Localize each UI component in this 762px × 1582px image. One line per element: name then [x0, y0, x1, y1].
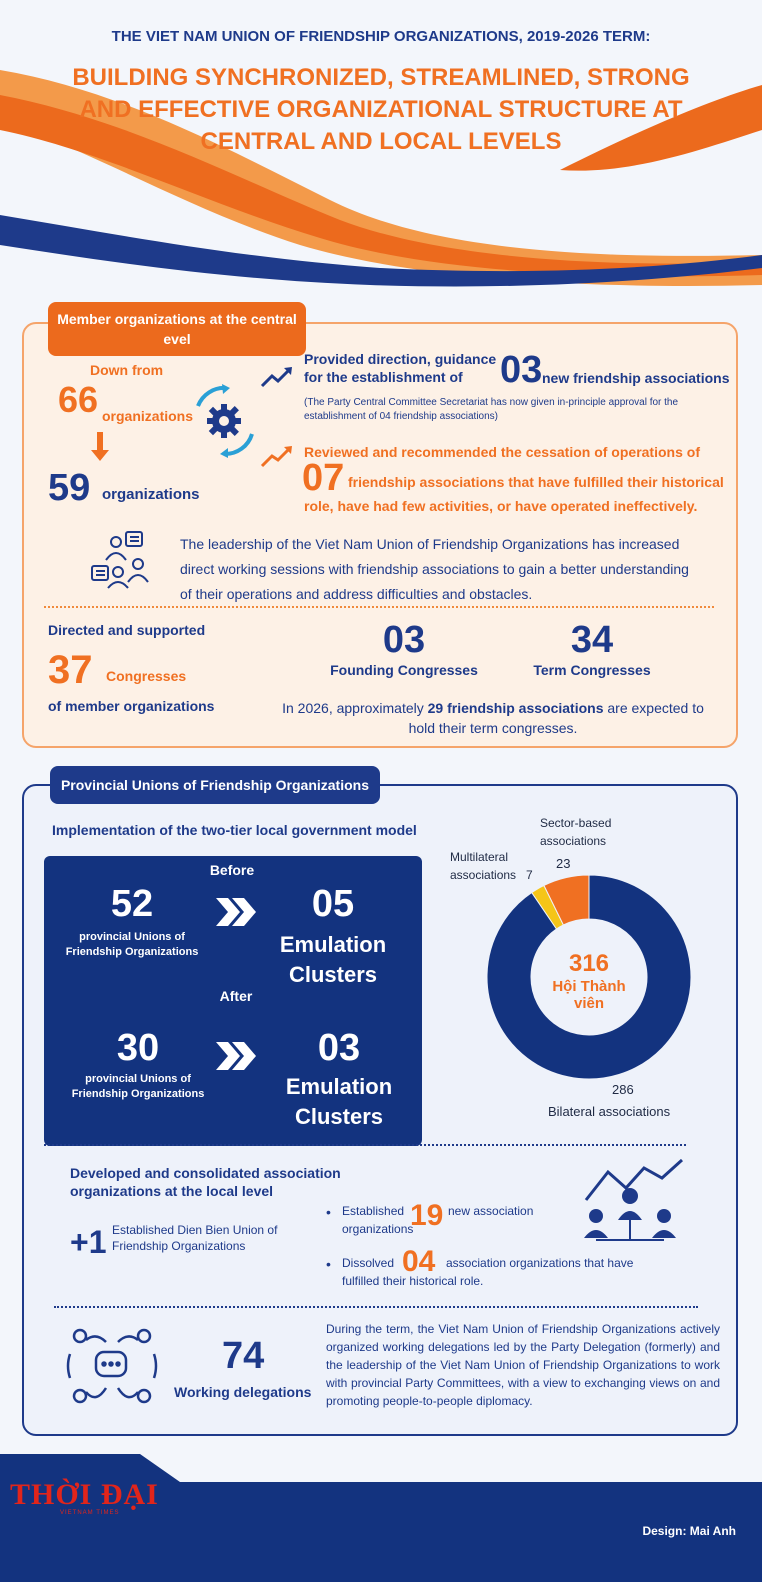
delegation-network-icon	[66, 1324, 158, 1412]
header-supertitle: THE VIET NAM UNION OF FRIENDSHIP ORGANIZATIONS, 2019-2026 TERM:	[111, 28, 651, 45]
header-title: BUILDING SYNCHRONIZED, STREAMLINED, STRONG AND EFFECTIVE ORGANIZATIONAL STRUCTURE AT CENTRAL AND LOCAL LEVELS	[72, 64, 690, 155]
thoi-dai-logo-subtitle: VIETNAM TIMES	[60, 1510, 120, 1516]
central-section-tab: Member organizations at the central evel	[48, 302, 306, 356]
before-unions-label: provincial Unions of Friendship Organizations	[65, 931, 199, 958]
gear-cycle-icon	[190, 384, 260, 458]
dissolved-prefix: Dissolved	[342, 1256, 395, 1270]
donut-center-label-line1: Hội Thành	[552, 978, 626, 995]
dissolved-suffix: association organizations that have	[446, 1256, 634, 1270]
multilateral-label: Multilateral associations	[450, 850, 517, 882]
after-clusters-number: 03	[317, 1027, 361, 1069]
establish-text: Provided direction, guidance for the establishment of	[304, 351, 497, 385]
founding-label: Founding Congresses	[330, 662, 478, 678]
dien-bien-text: Established Dien Bien Union of Friendship Organizations	[112, 1223, 278, 1253]
to-number: 59	[48, 467, 91, 509]
provincial-divider-1	[44, 1144, 686, 1146]
establish-note: (The Party Central Committee Secretariat has now given in-principle approval for the establishment of 04 friendship associations)	[304, 397, 679, 422]
provincial-divider-2	[54, 1306, 698, 1308]
bullet-dot: •	[326, 1256, 331, 1272]
bullet-dot: •	[326, 1204, 331, 1220]
sector-based-value: 23	[556, 856, 571, 871]
donut-slice-bilateral	[487, 875, 691, 1079]
developed-heading: Developed and consolidated association organizations at the local level	[70, 1165, 341, 1199]
design-credit: Design: Mai Anh	[642, 1524, 736, 1538]
bilateral-label: Bilateral associations	[548, 1104, 671, 1119]
after-unions-number: 30	[116, 1027, 160, 1069]
directed-label: Directed and supported	[48, 622, 206, 638]
term-label: Term Congresses	[533, 662, 651, 678]
team-growth-icon	[580, 1158, 690, 1248]
established-number: 19	[410, 1199, 444, 1232]
cessation-number: 07	[302, 457, 345, 499]
model-heading: Implementation of the two-tier local government model	[52, 822, 417, 838]
double-chevron-icon	[214, 896, 260, 928]
from-label: organizations	[102, 408, 194, 424]
congress-sub: of member organizations	[48, 698, 215, 714]
established-tail: organizations	[342, 1222, 414, 1236]
before-clusters-number: 05	[311, 883, 355, 925]
dissolved-number: 04	[402, 1245, 436, 1278]
forecast-text	[268, 698, 718, 738]
delegations-label: Working delegations	[174, 1384, 312, 1400]
dissolved-tail: fulfilled their historical role.	[342, 1274, 484, 1288]
after-unions-label: provincial Unions of Friendship Organizations	[71, 1073, 205, 1100]
cessation-suffix: friendship associations that have fulfilled their historical role, have had few activities, or have operated ineffectively.	[304, 474, 724, 514]
down-arrow-icon	[90, 432, 110, 462]
founding-number: 03	[382, 619, 426, 661]
delegations-text: During the term, the Viet Nam Union of Friendship Organizations actively organized working delegations led by the Party Delegation (formerly) and the leadership of the Viet Nam Union of Friendship Organizations to work with provincial Party Committees, with a view to exchanging views on and promoting people-to-people diplomacy.	[326, 1322, 720, 1408]
forecast-prefix: In 2026, approximately	[282, 700, 424, 716]
forecast-suffix: are expected to hold their term congresses.	[408, 700, 704, 736]
donut-center-label-line2: viên	[573, 995, 605, 1012]
to-label: organizations	[102, 486, 200, 503]
down-from-label: Down from	[90, 362, 164, 378]
from-number: 66	[58, 379, 99, 420]
before-clusters-label: Emulation Clusters	[279, 932, 387, 987]
leadership-text: The leadership of the Viet Nam Union of Friendship Organizations has increased direct working sessions with friendship associations to gain a better understanding of their operations and address difficulties and obstacles.	[180, 536, 689, 602]
plus-one: +1	[70, 1224, 107, 1260]
donut-center-number: 316	[568, 950, 610, 977]
established-suffix: new association	[448, 1204, 534, 1218]
after-clusters-label: Emulation Clusters	[285, 1074, 393, 1129]
bilateral-value: 286	[612, 1082, 634, 1097]
multilateral-value: 7	[526, 868, 533, 882]
established-prefix: Established	[342, 1204, 405, 1218]
delegations-number: 74	[222, 1335, 265, 1377]
after-label: After	[219, 988, 253, 1004]
trend-down-icon	[260, 444, 294, 468]
trend-up-icon	[260, 366, 294, 388]
before-label: Before	[209, 862, 255, 878]
congress-number: 37	[48, 648, 93, 692]
establish-number: 03	[500, 349, 543, 391]
double-chevron-icon	[214, 1040, 260, 1072]
provincial-section-tab: Provincial Unions of Friendship Organizations	[50, 766, 380, 804]
meeting-icon	[90, 530, 156, 590]
establish-suffix: new friendship associations	[542, 370, 730, 386]
before-unions-number: 52	[110, 883, 154, 925]
footer-background	[0, 1454, 762, 1582]
term-number: 34	[570, 619, 614, 661]
thoi-dai-logo[interactable]: THỜI ĐẠI	[10, 1478, 159, 1511]
sector-based-label: Sector-based associations	[540, 816, 612, 848]
congress-label: Congresses	[106, 668, 187, 684]
forecast-bold: 29 friendship associations	[427, 700, 604, 716]
cessation-text: Reviewed and recommended the cessation of operations of	[304, 444, 700, 460]
central-divider	[44, 606, 714, 608]
